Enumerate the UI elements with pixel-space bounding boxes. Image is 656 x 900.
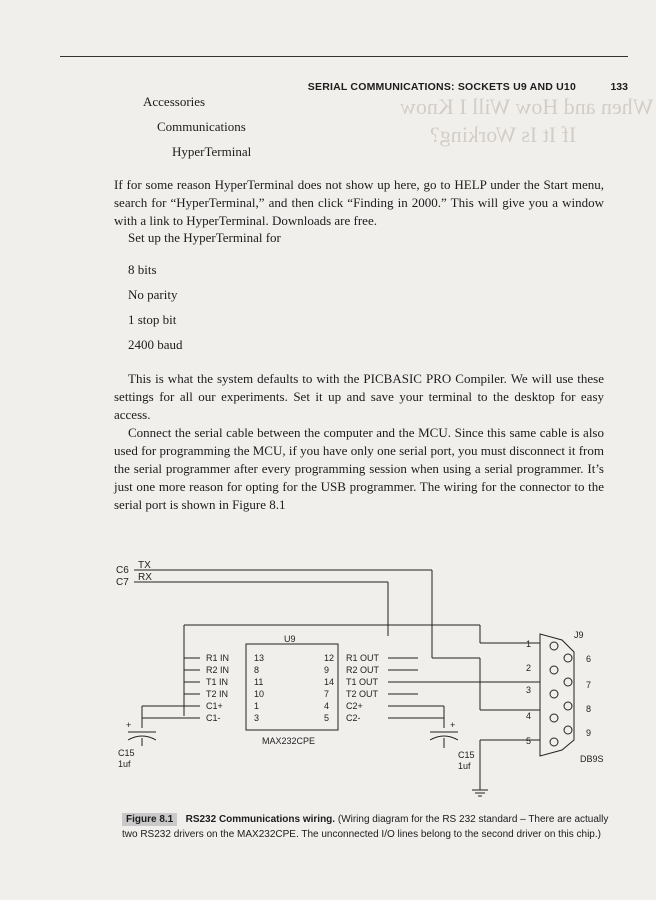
db9-pin-1: 1	[526, 639, 532, 649]
cap-right-name: C15	[458, 750, 475, 760]
db9-pin-3: 3	[526, 685, 532, 695]
figure-title: RS232 Communications wiring.	[185, 814, 336, 825]
chip-right-label-5: C2+	[346, 701, 363, 711]
setting-parity: No parity	[128, 287, 178, 302]
chip-right-pin-5: 4	[324, 701, 330, 711]
paragraph-defaults: This is what the system defaults to with the PICBASIC PRO Compiler. We will use these settings for all our experiments. Set it up and save your terminal to the desktop for easy access.	[114, 371, 604, 422]
chip-left-pin-2: 8	[254, 665, 260, 675]
chip-right-pin-3: 14	[324, 677, 335, 687]
chip-left-label-3: T1 IN	[206, 677, 229, 687]
chip-left-label-2: R2 IN	[206, 665, 230, 675]
cap-left-plus: +	[126, 720, 132, 730]
connector-type: DB9S	[580, 754, 604, 764]
chip-left-label-5: C1+	[206, 701, 223, 711]
page-header	[0, 38, 656, 93]
c6-label: C6	[116, 565, 129, 576]
chip-right-label-1: R1 OUT	[346, 653, 380, 663]
page-number: 133	[610, 81, 628, 93]
chip-right-pin-1: 12	[324, 653, 335, 663]
chip-left-pin-5: 1	[254, 701, 260, 711]
db9-connector	[540, 634, 574, 756]
chip-name: U9	[284, 634, 296, 644]
chip-part: MAX232CPE	[262, 736, 316, 746]
setting-stop-bit: 1 stop bit	[128, 312, 177, 327]
header-rule	[60, 56, 628, 57]
setting-bits: 8 bits	[128, 262, 157, 277]
menu-hyperterminal: HyperTerminal	[172, 144, 252, 159]
chip-right-label-4: T2 OUT	[346, 689, 379, 699]
chip-right-pin-6: 5	[324, 713, 330, 723]
db9-pin-5: 5	[526, 736, 532, 746]
chip-right-label-6: C2-	[346, 713, 361, 723]
chip-left-pin-4: 10	[254, 689, 265, 699]
chip-left-pin-3: 11	[254, 677, 264, 687]
cap-right-plus: +	[450, 720, 456, 730]
bleed-through-title-1: When and How Will I Know	[400, 94, 654, 119]
rs232-wiring-diagram	[0, 560, 656, 800]
tx-label: TX	[138, 560, 151, 571]
chip-right-pin-2: 9	[324, 665, 330, 675]
menu-accessories: Accessories	[143, 94, 206, 109]
chip-left-label-4: T2 IN	[206, 689, 229, 699]
db9-pin-2: 2	[526, 663, 532, 673]
figure-tag: Figure 8.1	[122, 813, 177, 826]
rx-label: RX	[138, 572, 152, 583]
c7-label: C7	[116, 577, 129, 588]
db9-pin-9: 9	[586, 728, 592, 738]
chip-left-pin-1: 13	[254, 653, 265, 663]
setup-line: Set up the HyperTerminal for	[128, 230, 281, 245]
running-head: SERIAL COMMUNICATIONS: SOCKETS U9 AND U10	[307, 81, 576, 93]
menu-communications: Communications	[157, 119, 246, 134]
figure-caption-text: (Wiring diagram for the RS 232 standard – There are actually two RS232 drivers on the MAX232CPE. The unconnected I/O lines belong to the second driver on this chip.)	[122, 814, 609, 840]
paragraph-hyperterminal-help: If for some reason HyperTerminal does not show up here, go to HELP under the Start menu, search for “HyperTerminal,” and then click “Finding in 2000.” This will give you a window with a link to HyperTerminal. Downloads are free.	[114, 177, 604, 228]
chip-right-label-2: R2 OUT	[346, 665, 380, 675]
cap-right-value: 1uf	[458, 761, 471, 771]
chip-left-label-6: C1-	[206, 713, 221, 723]
setting-baud: 2400 baud	[128, 337, 183, 352]
db9-pin-7: 7	[586, 680, 592, 690]
chip-left-label-1: R1 IN	[206, 653, 230, 663]
db9-pin-4: 4	[526, 711, 532, 721]
cap-left-value: 1uf	[118, 759, 131, 769]
chip-left-pin-6: 3	[254, 713, 260, 723]
cap-left-name: C15	[118, 748, 135, 758]
chip-right-pin-4: 7	[324, 689, 330, 699]
paragraph-serial-cable: Connect the serial cable between the computer and the MCU. Since this same cable is also used for programming the MCU, if you have only one serial port, you must disconnect it from the serial programmer after every programming session when using a serial programmer. It’s just one more reason for opting for the USB programmer. The wiring for the connector to the serial port is shown in Figure 8.1	[114, 425, 604, 512]
figure-caption	[122, 812, 622, 842]
db9-pin-8: 8	[586, 704, 592, 714]
connector-name: J9	[574, 630, 584, 640]
db9-pin-6: 6	[586, 654, 592, 664]
bleed-through-title-2: If It Is Working?	[430, 122, 577, 147]
chip-right-label-3: T1 OUT	[346, 677, 379, 687]
